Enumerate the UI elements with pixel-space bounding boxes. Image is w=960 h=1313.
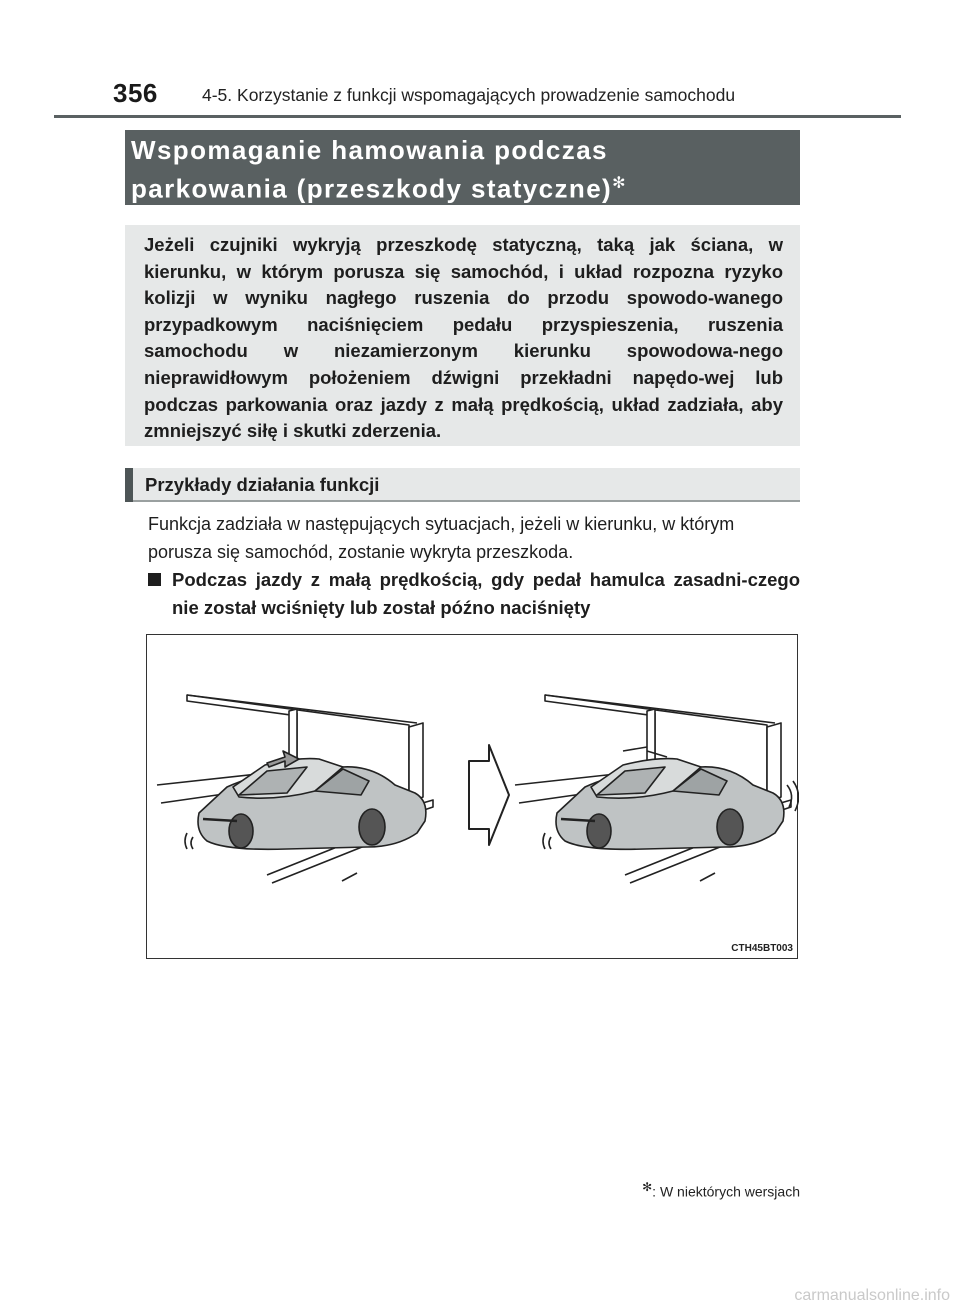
- footnote: [642, 1180, 800, 1200]
- intro-box: [125, 225, 800, 446]
- subsection-heading: [125, 468, 800, 502]
- parking-illustration: [147, 635, 799, 960]
- section-title-line1: Wspomaganie hamowania podczas: [131, 135, 608, 165]
- right-scene: [515, 695, 799, 883]
- asterisk-icon: ✻: [642, 1180, 653, 1194]
- square-bullet-icon: [148, 573, 161, 586]
- figure-code: CTH45BT003: [731, 943, 793, 954]
- section-title-line2: parkowania (przeszkody statyczne): [131, 173, 613, 204]
- section-title: [131, 134, 796, 206]
- chapter-title: 4-5. Korzystanie z funkcji wspomagających prowadzenie samochodu: [202, 85, 736, 105]
- page-header: [0, 0, 960, 120]
- page-number: 356: [113, 78, 158, 108]
- footnote-text: : W niektórych wersjach: [652, 1183, 800, 1200]
- bullet-item: [148, 566, 800, 622]
- arrow-right-icon: [469, 745, 509, 845]
- heading-accent-bar: [125, 468, 133, 502]
- header-divider: [54, 115, 901, 118]
- section-title-box: [125, 130, 800, 205]
- watermark: carmanualsonline.info: [794, 1287, 950, 1304]
- left-scene: [157, 695, 433, 883]
- body-paragraph: Funkcja zadziała w następujących sytuacjach, jeżeli w kierunku, w którym porusza się samochód, zostanie wykryta przeszkoda.: [148, 514, 735, 562]
- asterisk-icon: ✻: [612, 175, 626, 192]
- bullet-text: Podczas jazdy z małą prędkością, gdy pedał hamulca zasadni-czego nie został wciśnięty lub został późno naciśnięty: [172, 569, 800, 618]
- intro-text: Jeżeli czujniki wykryją przeszkodę statyczną, taką jak ściana, w kierunku, w którym porusza się samochód, i układ rozpozna ryzyko kolizji w wyniku nagłego ruszenia do przodu spowodo-wanego przypadkowym naciśnięciem pedału przyspieszenia, ruszenia samochodu w niezamierzonym kierunku spowodowa-nego nieprawidłowym położeniem dźwigni przekładni napędo-wej lub podczas parkowania oraz jazdy z małą prędkością, układ zadziała, aby zmniejszyć siłę i skutki zderzenia.: [144, 234, 783, 442]
- illustration-figure: [146, 634, 798, 959]
- subsection-heading-text: Przykłady działania funkcji: [145, 474, 380, 495]
